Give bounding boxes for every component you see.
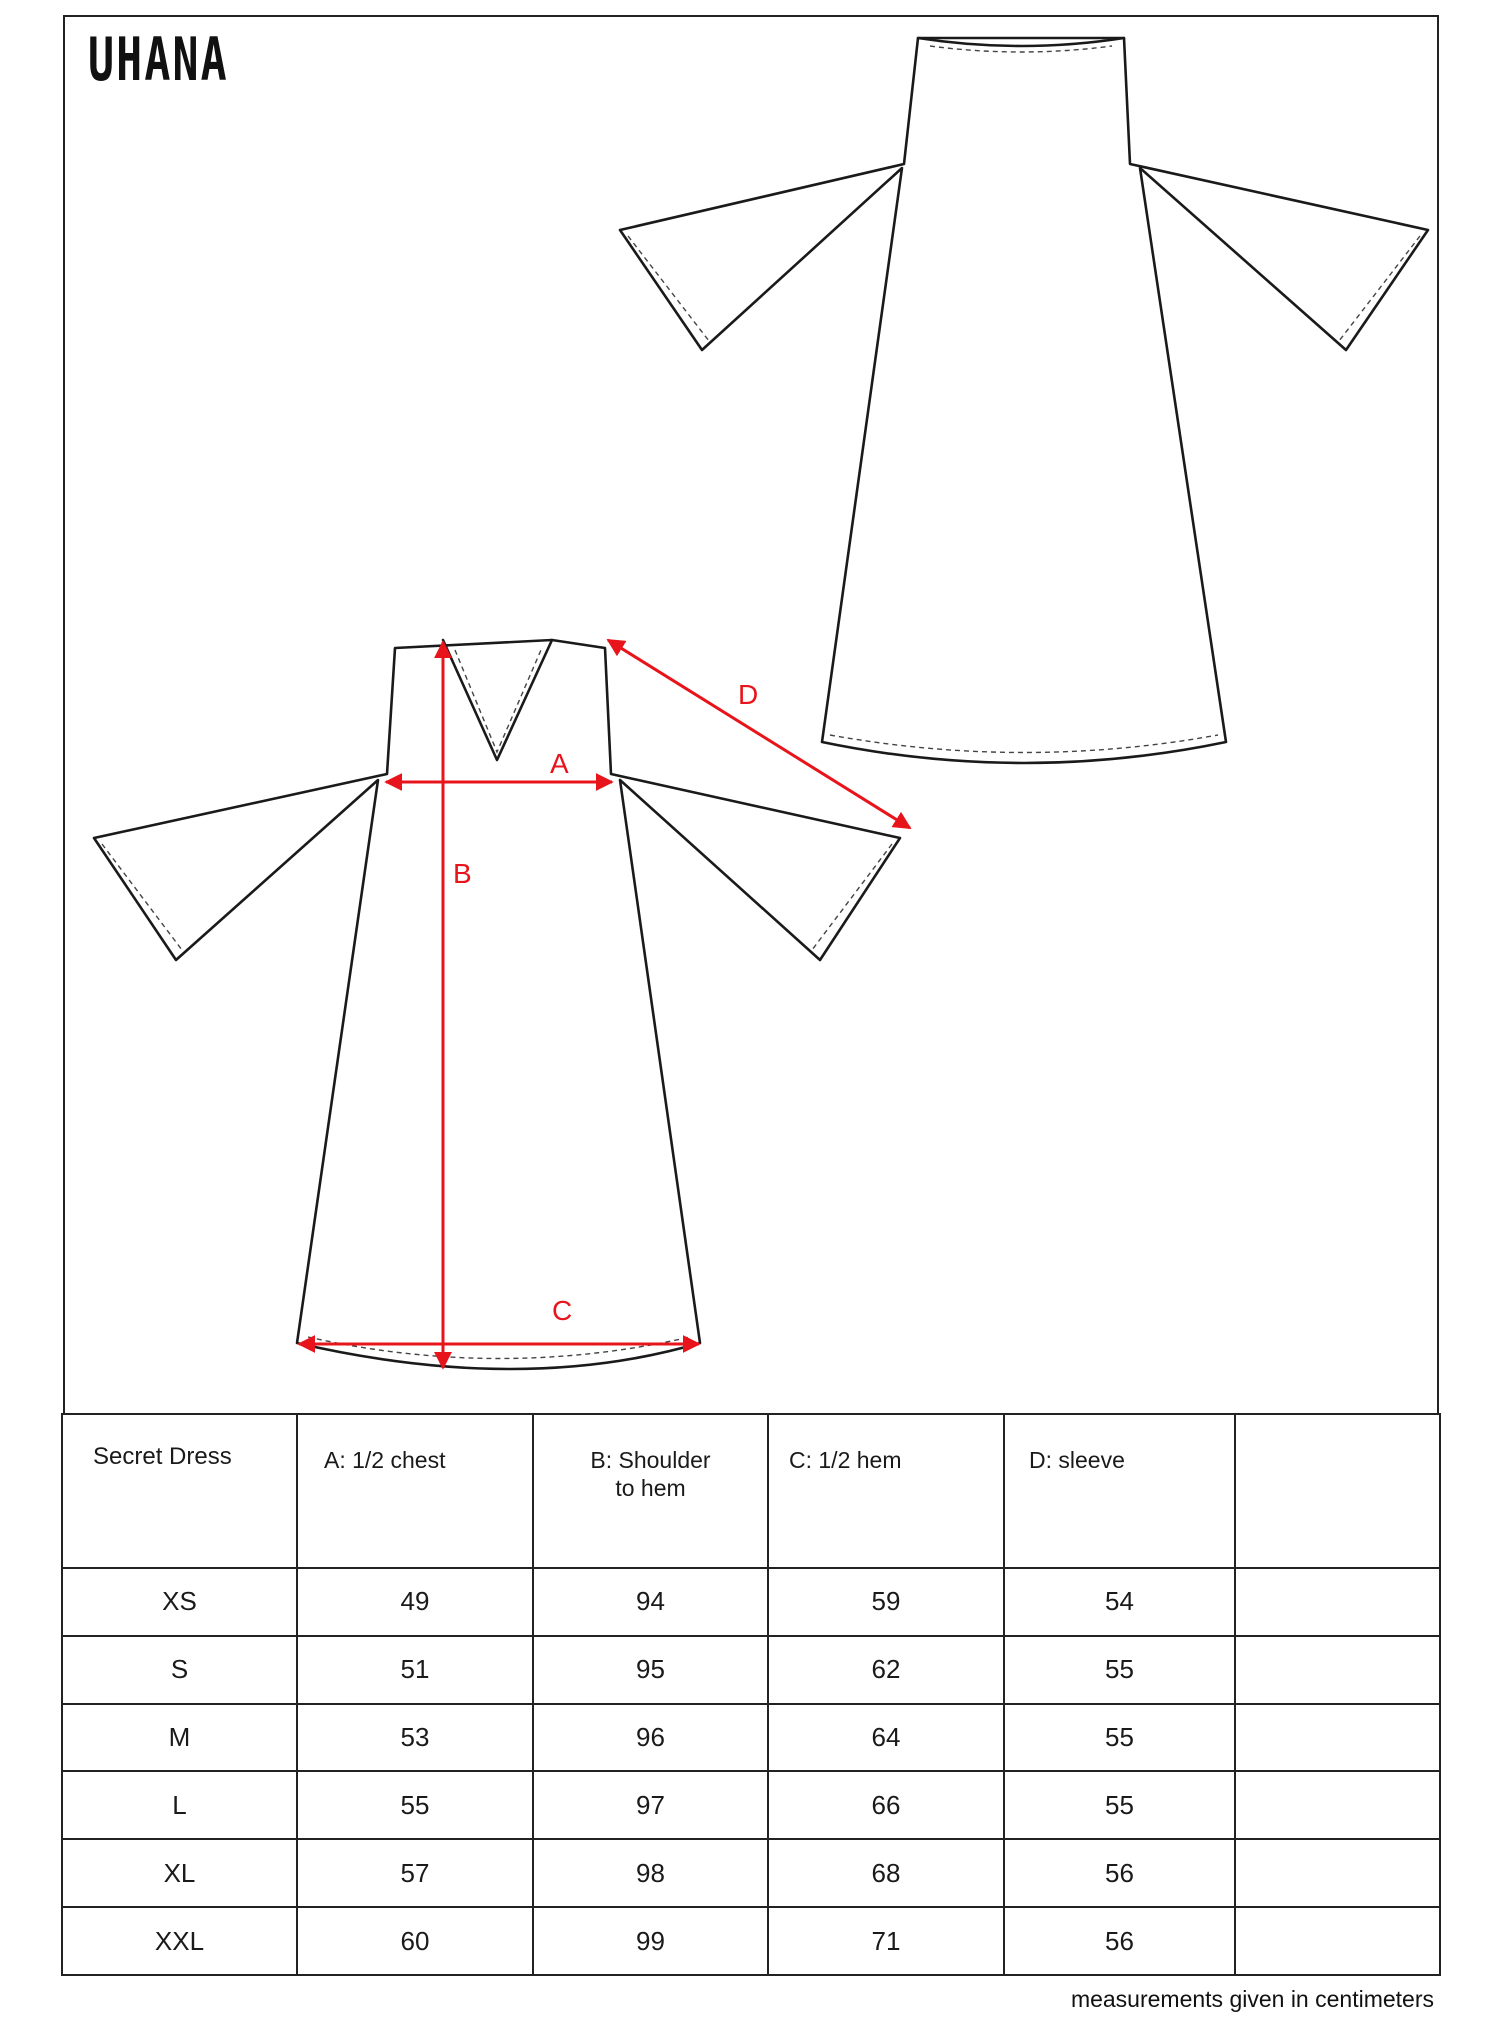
measurement-cell: 71 xyxy=(768,1907,1004,1975)
header-chest: A: 1/2 chest xyxy=(297,1414,533,1568)
measurement-cell: 62 xyxy=(768,1636,1004,1704)
size-cell: S xyxy=(62,1636,297,1704)
measurement-cell: 55 xyxy=(1004,1771,1235,1839)
measure-line-d xyxy=(608,640,910,828)
measurement-cell: 54 xyxy=(1004,1568,1235,1636)
units-footnote: measurements given in centimeters xyxy=(1070,1986,1434,2012)
measurement-cell: 95 xyxy=(533,1636,768,1704)
header-empty xyxy=(1235,1414,1440,1568)
size-cell: M xyxy=(62,1704,297,1772)
brand-logo: UHANA xyxy=(88,25,229,95)
dress-back-view xyxy=(620,38,1428,763)
measure-label-c: C xyxy=(552,1295,573,1326)
table-row xyxy=(62,1636,1440,1704)
measurement-cell: 56 xyxy=(1004,1839,1235,1907)
table-row xyxy=(62,1704,1440,1772)
size-cell: L xyxy=(62,1771,297,1839)
header-hem: C: 1/2 hem xyxy=(768,1414,1004,1568)
measurement-cell: 56 xyxy=(1004,1907,1235,1975)
measurement-cell: 98 xyxy=(533,1839,768,1907)
measurement-cell: 66 xyxy=(768,1771,1004,1839)
measurement-cell: 51 xyxy=(297,1636,533,1704)
measurement-cell xyxy=(1235,1704,1440,1772)
measurement-cell: 59 xyxy=(768,1568,1004,1636)
measurement-cell: 55 xyxy=(297,1771,533,1839)
size-cell: XL xyxy=(62,1839,297,1907)
size-table-header-row xyxy=(62,1414,1440,1568)
measurement-cell: 49 xyxy=(297,1568,533,1636)
measurement-cell xyxy=(1235,1568,1440,1636)
table-row xyxy=(62,1907,1440,1975)
measurement-cell: 55 xyxy=(1004,1704,1235,1772)
header-garment-name: Secret Dress xyxy=(62,1414,297,1568)
table-row xyxy=(62,1839,1440,1907)
measurement-cell xyxy=(1235,1771,1440,1839)
measurement-cell xyxy=(1235,1636,1440,1704)
size-cell: XS xyxy=(62,1568,297,1636)
measurement-cell: 68 xyxy=(768,1839,1004,1907)
measurement-cell: 94 xyxy=(533,1568,768,1636)
measurement-cell: 53 xyxy=(297,1704,533,1772)
measure-label-a: A xyxy=(550,748,569,779)
header-shoulder-to-hem xyxy=(533,1414,768,1568)
size-cell: XXL xyxy=(62,1907,297,1975)
measurement-cell: 55 xyxy=(1004,1636,1235,1704)
measurement-cell: 57 xyxy=(297,1839,533,1907)
header-shoulder-to-hem-text: B: Shoulder to hem xyxy=(590,1447,711,1501)
measurement-cell: 99 xyxy=(533,1907,768,1975)
measurement-cell xyxy=(1235,1839,1440,1907)
table-row xyxy=(62,1568,1440,1636)
size-table xyxy=(61,1413,1441,1976)
measurement-cell: 96 xyxy=(533,1704,768,1772)
header-sleeve: D: sleeve xyxy=(1004,1414,1235,1568)
measurement-cell xyxy=(1235,1907,1440,1975)
measurement-cell: 60 xyxy=(297,1907,533,1975)
measurement-cell: 64 xyxy=(768,1704,1004,1772)
dress-front-view xyxy=(94,640,910,1369)
measure-label-b: B xyxy=(453,858,472,889)
measure-label-d: D xyxy=(738,679,759,710)
table-row xyxy=(62,1771,1440,1839)
measurement-cell: 97 xyxy=(533,1771,768,1839)
